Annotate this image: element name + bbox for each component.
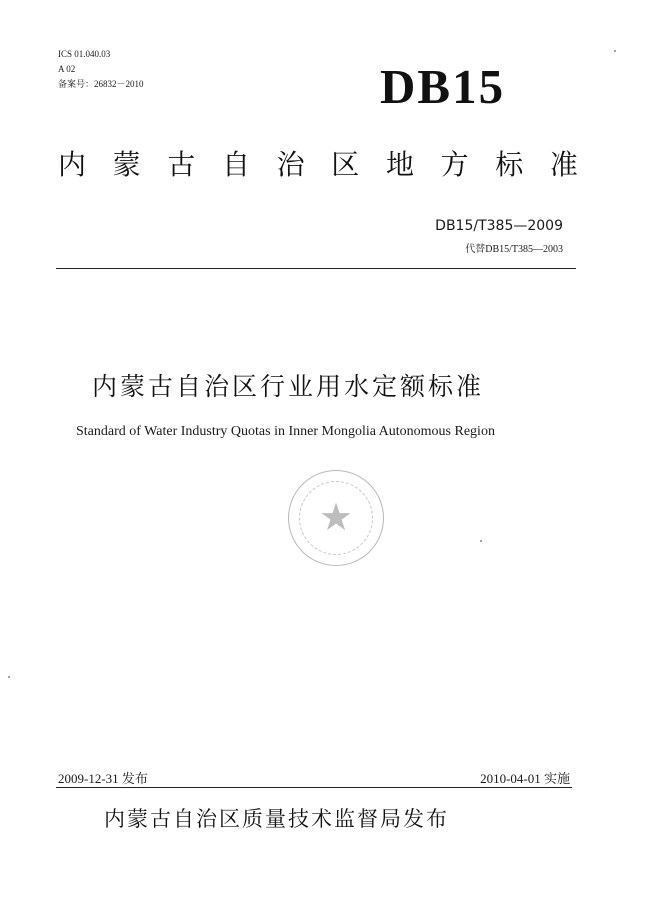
implement-date: 2010-04-01 实施 xyxy=(480,771,570,786)
standard-type-char: 准 xyxy=(549,148,578,181)
ics-code: ICS 01.040.03 xyxy=(58,49,111,59)
scan-speck xyxy=(614,50,616,52)
record-number: 备案号：26832－2010 xyxy=(58,79,144,89)
scan-speck xyxy=(480,540,482,542)
standard-number: DB15/T385—2009 xyxy=(435,218,563,234)
standard-type-char: 治 xyxy=(276,148,305,181)
scan-speck xyxy=(8,676,10,678)
issuing-authority: 内蒙古自治区质量技术监督局发布 xyxy=(104,807,449,831)
standard-type-char: 自 xyxy=(221,148,250,181)
title-chinese: 内蒙古自治区行业用水定额标准 xyxy=(92,372,485,401)
standard-type-char: 内 xyxy=(58,148,87,181)
standard-type-heading xyxy=(58,143,578,183)
bottom-divider xyxy=(56,787,572,788)
top-divider xyxy=(56,268,576,269)
standard-type-char: 标 xyxy=(495,148,524,181)
standard-logo: DB15 xyxy=(380,59,506,114)
standard-type-char: 蒙 xyxy=(112,148,141,181)
replaces-standard: 代替DB15/T385—2003 xyxy=(465,244,563,255)
classification-code: A 02 xyxy=(58,64,76,74)
standard-type-char: 方 xyxy=(440,148,469,181)
standard-type-char: 区 xyxy=(331,148,360,181)
standard-type-char: 地 xyxy=(385,148,414,181)
seal-star-icon: ★ xyxy=(319,495,354,539)
title-english: Standard of Water Industry Quotas in Inner Mongolia Autonomous Region xyxy=(76,424,495,439)
publish-date: 2009-12-31 发布 xyxy=(58,771,148,786)
standard-type-char: 古 xyxy=(167,148,196,181)
